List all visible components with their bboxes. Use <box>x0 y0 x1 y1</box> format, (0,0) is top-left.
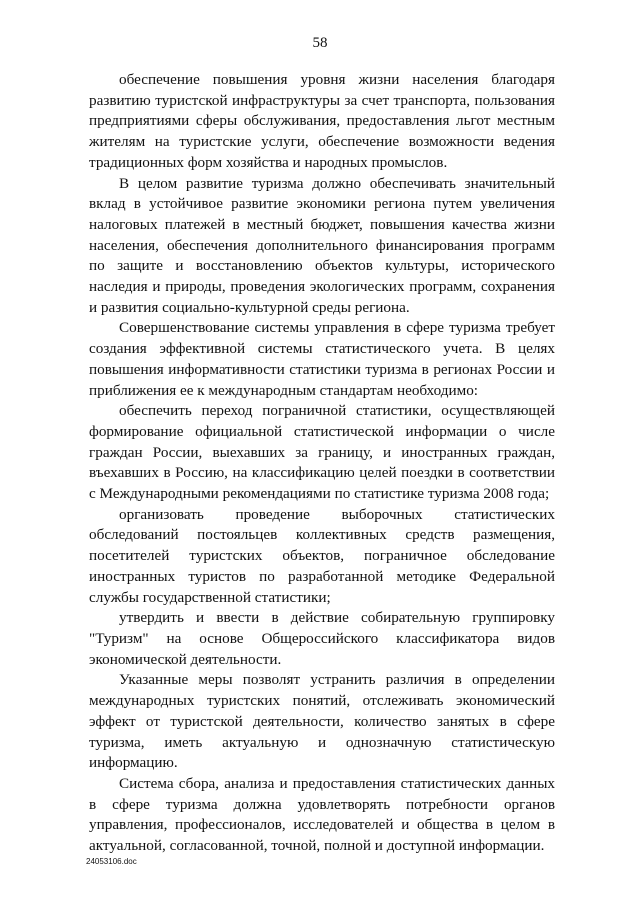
paragraph-4: обеспечить переход пограничной статистики, осуществляющей формирование официальной статистической информации о числе граждан России, выехавших за границу, и иностранных граждан, въехавших в Россию, на классификацию целей поездки в соответствии с Международными рекомендациями по статистике туризма 2008 года; <box>89 402 555 503</box>
paragraph-2: В целом развитие туризма должно обеспечивать значительный вклад в устойчивое развитие экономики региона путем увеличения налоговых платежей в местный бюджет, повышения качества жизни населения, обеспечения дополнительного финансирования программ по защите и восстановлению объектов культуры, исторического наследия и природы, проведения экологических программ, сохранения и развития социально-культурной среды региона. <box>89 174 555 316</box>
paragraph-3: Совершенствование системы управления в сфере туризма требует создания эффективной системы статистического учета. В целях повышения информативности статистики туризма в регионах России и приближения ее к международным стандартам необходимо: <box>89 319 555 399</box>
paragraph-8: Система сбора, анализа и предоставления статистических данных в сфере туризма должна удовлетворять потребности органов управления, профессионалов, исследователей и общества в целом в актуальной, согласованной, точной, полной и доступной информации. <box>89 774 555 855</box>
document-body <box>89 70 555 857</box>
paragraph-6: утвердить и ввести в действие собирательную группировку "Туризм" на основе Общероссийского классификатора видов экономической деятельности. <box>89 609 555 668</box>
paragraph-1: обеспечение повышения уровня жизни населения благодаря развитию туристской инфраструктуры за счет транспорта, пользования предприятиями сферы обслуживания, предоставления льгот местным жителям на туристские услуги, обеспечение возможности ведения традиционных форм хозяйства и народных промыслов. <box>89 71 555 171</box>
paragraph-5: организовать проведение выборочных статистических обследований постояльцев коллективных средств размещения, посетителей туристских объектов, пограничное обследование иностранных туристов по разработанной методике Федеральной службы государственной статистики; <box>89 505 555 606</box>
page-number: 58 <box>312 35 328 51</box>
document-filename: 24053106.doc <box>86 857 137 866</box>
paragraph-7: Указанные меры позволят устранить различия в определении международных туристских понятий, отслеживать экономический эффект от туристской деятельности, количество занятых в сфере туризма, иметь актуальную и однозначную статистическую информацию. <box>89 671 555 772</box>
